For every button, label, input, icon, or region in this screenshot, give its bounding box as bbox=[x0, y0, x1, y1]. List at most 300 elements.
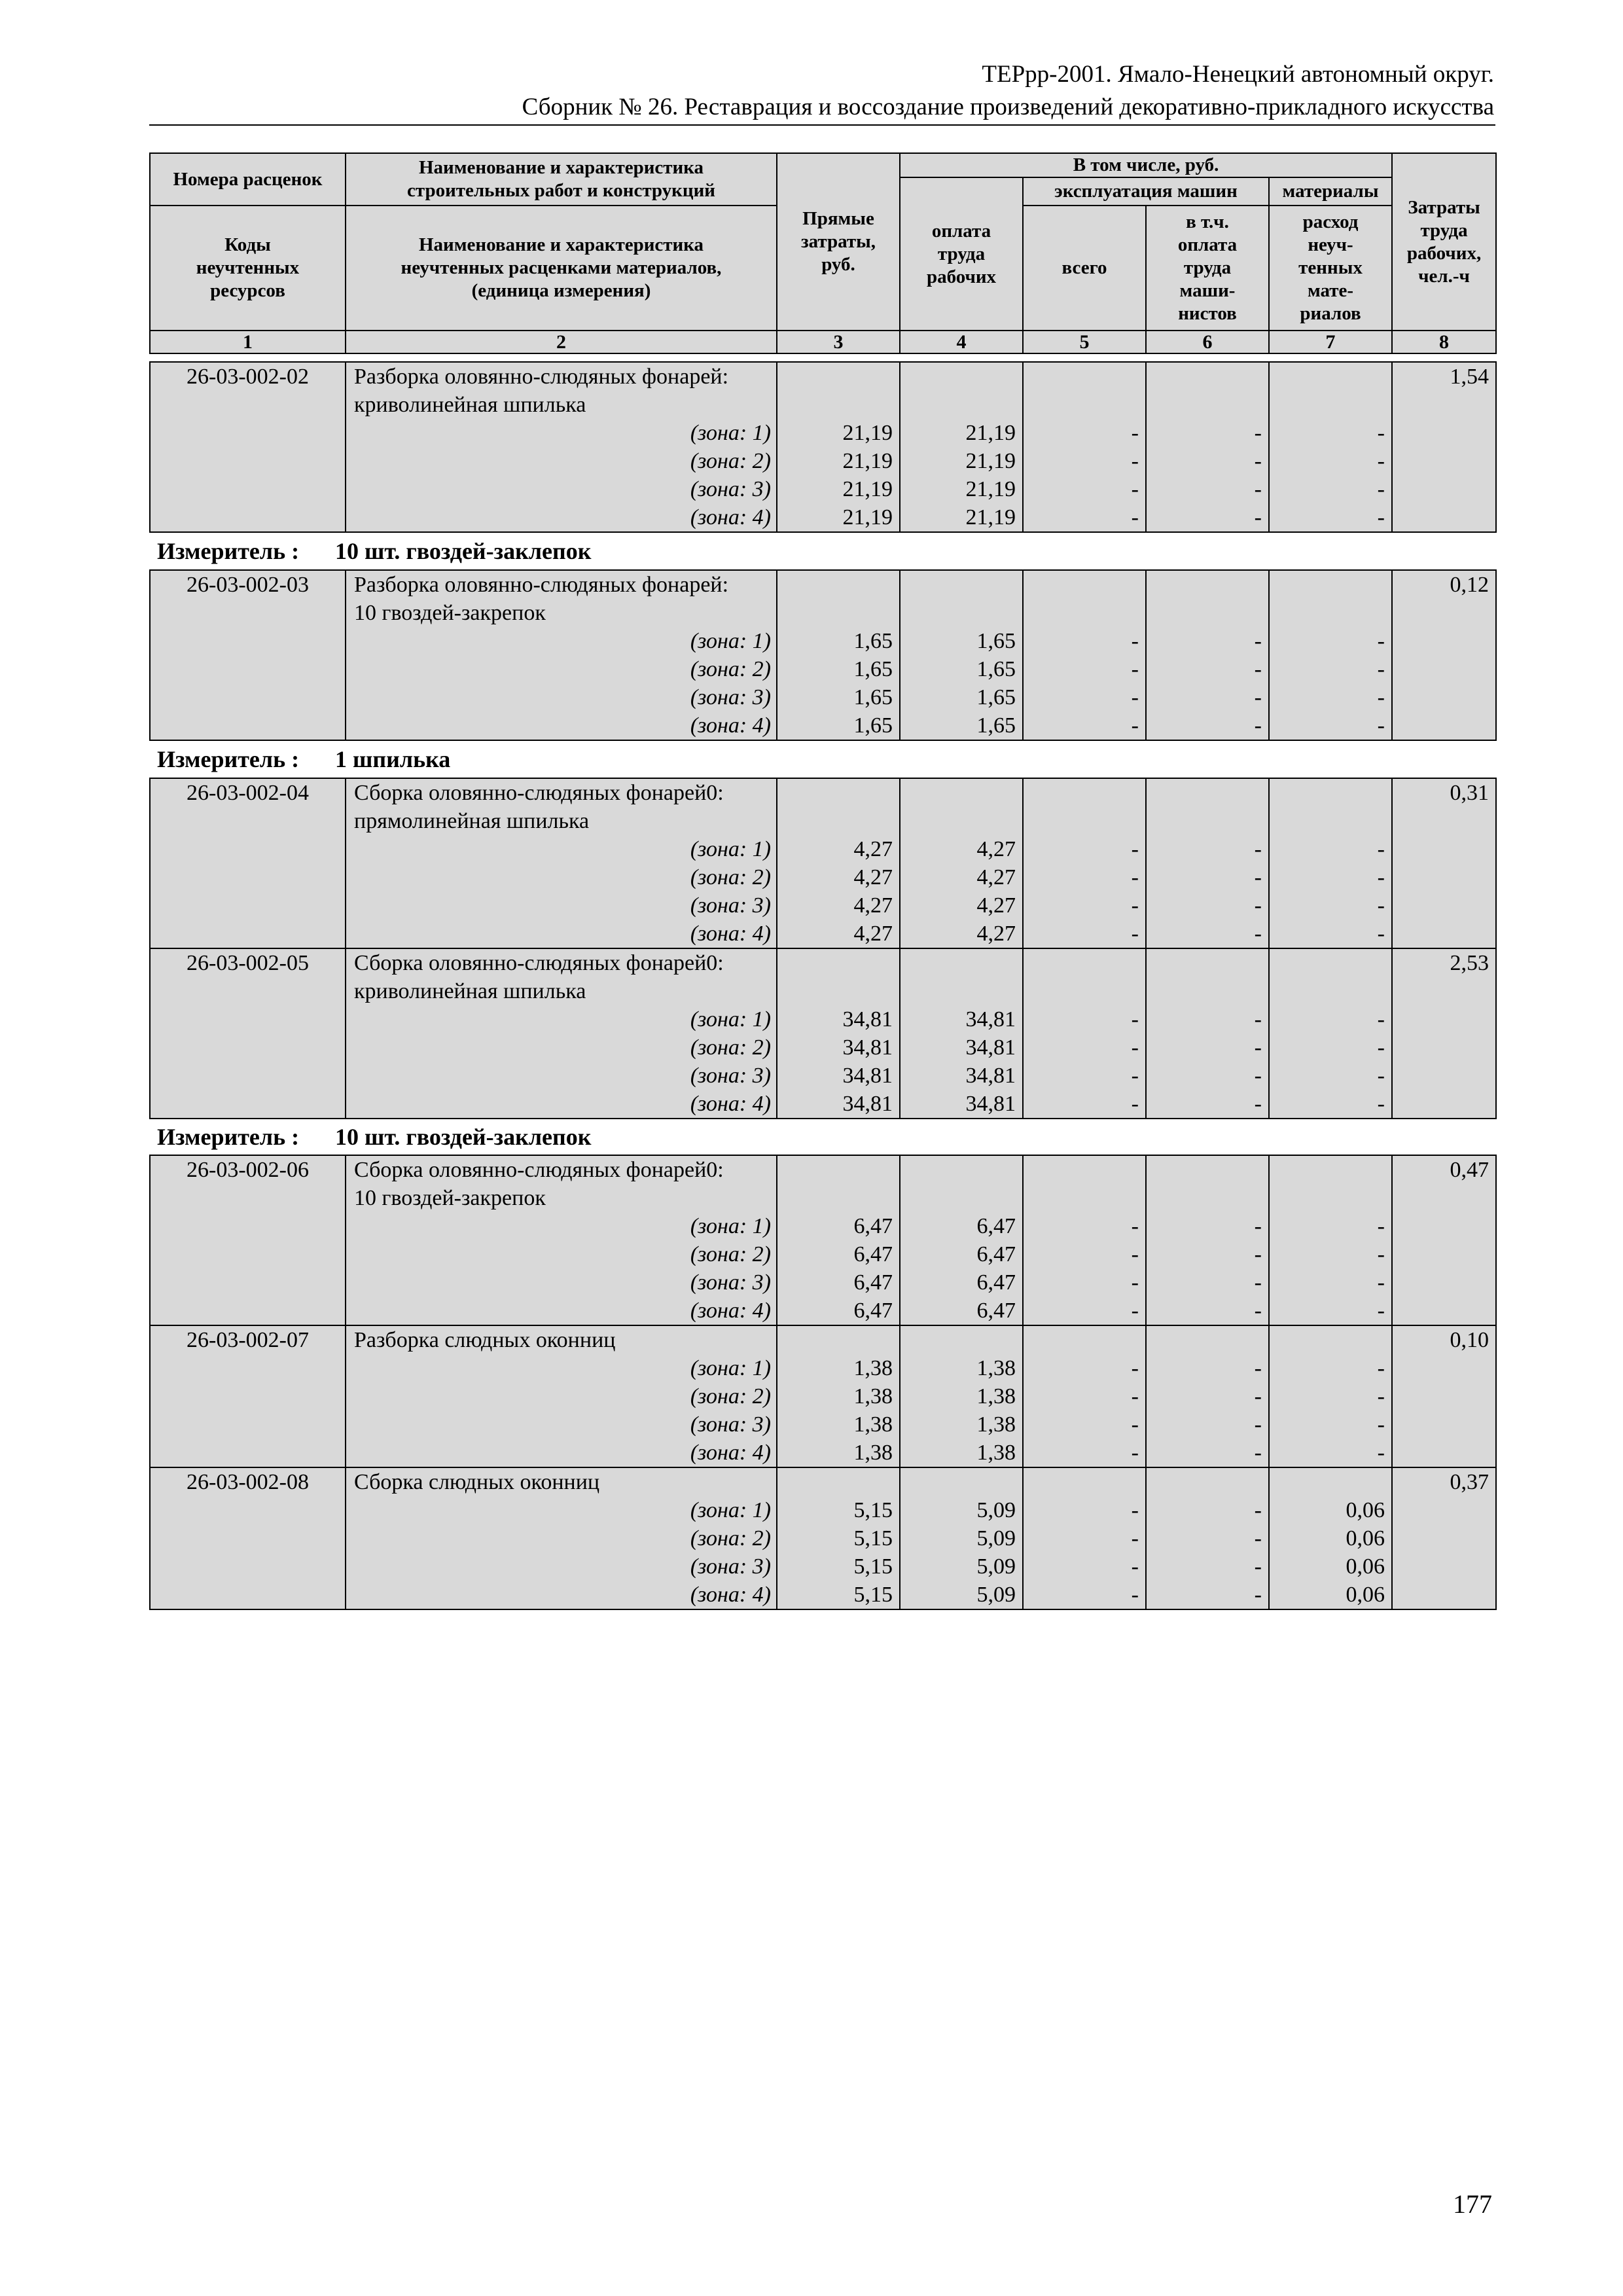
value-cell bbox=[1269, 1467, 1392, 1609]
value-cell bbox=[1269, 1325, 1392, 1467]
zone-value: 1,38 bbox=[853, 1441, 893, 1465]
blank-line bbox=[1024, 807, 1139, 835]
zone-value: - bbox=[1131, 629, 1139, 653]
rate-table-block bbox=[149, 569, 1497, 741]
zone-value: - bbox=[1254, 477, 1262, 501]
blank-line bbox=[1270, 571, 1385, 599]
rate-row bbox=[150, 1155, 1496, 1325]
description-line: Сборка оловянно-слюдяных фонарей0: bbox=[354, 781, 724, 805]
value-cell bbox=[1023, 1467, 1146, 1609]
value-cell bbox=[1146, 1155, 1269, 1325]
zone-value: - bbox=[1254, 685, 1262, 709]
blank-line bbox=[1024, 949, 1139, 977]
zone-value: - bbox=[1254, 1412, 1262, 1437]
zone-label: (зона: 2) bbox=[690, 1242, 771, 1266]
rate-code: 26-03-002-04 bbox=[150, 778, 346, 948]
zone-value: - bbox=[1131, 1384, 1139, 1408]
rate-row bbox=[150, 778, 1496, 948]
column-number: 8 bbox=[1392, 331, 1496, 353]
blank-line bbox=[901, 571, 1016, 599]
zone-value: - bbox=[1377, 421, 1385, 445]
rate-code: 26-03-002-05 bbox=[150, 948, 346, 1119]
zone-value: 21,19 bbox=[965, 477, 1016, 501]
blank-line bbox=[777, 571, 893, 599]
zone-value: - bbox=[1254, 1214, 1262, 1238]
blank-line bbox=[1270, 977, 1385, 1005]
blank-line bbox=[1024, 1326, 1139, 1354]
blank-line bbox=[777, 1326, 893, 1354]
value-cell bbox=[900, 1325, 1023, 1467]
zone-value: - bbox=[1254, 1583, 1262, 1607]
zone-value: - bbox=[1131, 713, 1139, 738]
measure-line: Измеритель : 10 шт. гвоздей-заклепок bbox=[157, 1124, 592, 1150]
zone-value: - bbox=[1131, 449, 1139, 473]
zone-label: (зона: 3) bbox=[690, 685, 771, 709]
zone-label: (зона: 1) bbox=[690, 1356, 771, 1380]
description-line: Разборка оловянно-слюдяных фонарей: bbox=[354, 365, 729, 389]
zone-value: 34,81 bbox=[842, 1007, 893, 1031]
zone-value: 1,65 bbox=[976, 657, 1016, 681]
zone-value: - bbox=[1131, 421, 1139, 445]
zone-value: 6,47 bbox=[853, 1299, 893, 1323]
zone-value: - bbox=[1131, 1214, 1139, 1238]
zone-value: - bbox=[1254, 449, 1262, 473]
blank-line bbox=[777, 363, 893, 391]
zone-value: 1,38 bbox=[853, 1412, 893, 1437]
zone-value: 1,38 bbox=[853, 1384, 893, 1408]
description-line: криволинейная шпилька bbox=[354, 393, 586, 417]
blank-line bbox=[1147, 779, 1262, 807]
zone-label: (зона: 3) bbox=[690, 1554, 771, 1579]
zone-label: (зона: 1) bbox=[690, 421, 771, 445]
description-line: Сборка слюдных оконниц bbox=[354, 1470, 600, 1494]
zone-value: - bbox=[1131, 1270, 1139, 1295]
blank-line bbox=[1270, 391, 1385, 419]
zone-value: - bbox=[1254, 922, 1262, 946]
value-cell bbox=[1023, 570, 1146, 740]
value-cell bbox=[1023, 778, 1146, 948]
rate-code: 26-03-002-07 bbox=[150, 1325, 346, 1467]
zone-value: - bbox=[1377, 865, 1385, 889]
rate-table-block bbox=[149, 1155, 1497, 1610]
zone-value: - bbox=[1254, 1242, 1262, 1266]
value-cell bbox=[777, 1325, 900, 1467]
rate-row bbox=[150, 948, 1496, 1119]
blank-line bbox=[777, 807, 893, 835]
header-materials: материалы bbox=[1269, 177, 1392, 206]
rate-row bbox=[150, 570, 1496, 740]
blank-line bbox=[901, 391, 1016, 419]
zone-value: - bbox=[1131, 657, 1139, 681]
zone-value: - bbox=[1254, 1299, 1262, 1323]
value-cell bbox=[777, 362, 900, 532]
zone-value: 21,19 bbox=[965, 421, 1016, 445]
zone-value: 1,38 bbox=[976, 1356, 1016, 1380]
blank-line bbox=[1147, 363, 1262, 391]
header-labor-costs: Затраты труда рабочих, чел.-ч bbox=[1392, 153, 1496, 331]
value-cell bbox=[900, 1467, 1023, 1609]
zone-value: 1,65 bbox=[976, 629, 1016, 653]
zone-value: 1,38 bbox=[976, 1384, 1016, 1408]
zone-value: 34,81 bbox=[842, 1064, 893, 1088]
zone-value: - bbox=[1377, 1441, 1385, 1465]
zone-value: - bbox=[1377, 1299, 1385, 1323]
zone-value: - bbox=[1377, 505, 1385, 529]
zone-value: 0,06 bbox=[1346, 1498, 1385, 1522]
zone-value: - bbox=[1131, 685, 1139, 709]
zone-value: 1,38 bbox=[853, 1356, 893, 1380]
zone-value: - bbox=[1377, 685, 1385, 709]
description-line: 10 гвоздей-закрепок bbox=[354, 601, 546, 625]
value-cell bbox=[1269, 1155, 1392, 1325]
blank-line bbox=[1024, 1184, 1139, 1212]
blank-line bbox=[777, 599, 893, 627]
zone-value: 6,47 bbox=[976, 1214, 1016, 1238]
zone-label: (зона: 2) bbox=[690, 657, 771, 681]
value-cell bbox=[777, 948, 900, 1119]
rate-code: 26-03-002-06 bbox=[150, 1155, 346, 1325]
zone-value: - bbox=[1131, 1242, 1139, 1266]
blank-line bbox=[1270, 1326, 1385, 1354]
zone-value: 1,65 bbox=[853, 629, 893, 653]
column-number: 1 bbox=[150, 331, 346, 353]
zone-value: - bbox=[1254, 421, 1262, 445]
blank-line bbox=[1147, 1326, 1262, 1354]
blank-line bbox=[1147, 1184, 1262, 1212]
labor-cost: 0,37 bbox=[1392, 1467, 1496, 1609]
zone-value: - bbox=[1131, 1554, 1139, 1579]
zone-value: - bbox=[1377, 449, 1385, 473]
zone-value: - bbox=[1131, 1064, 1139, 1088]
value-cell bbox=[1023, 362, 1146, 532]
header-resource-codes: Коды неучтенных ресурсов bbox=[150, 206, 346, 331]
zone-value: 21,19 bbox=[842, 505, 893, 529]
zone-value: - bbox=[1377, 477, 1385, 501]
zone-label: (зона: 2) bbox=[690, 1384, 771, 1408]
value-cell bbox=[900, 948, 1023, 1119]
zone-value: - bbox=[1131, 1007, 1139, 1031]
rate-description bbox=[346, 1467, 777, 1609]
zone-value: - bbox=[1377, 1214, 1385, 1238]
value-cell bbox=[1023, 1325, 1146, 1467]
zone-value: 1,65 bbox=[853, 685, 893, 709]
blank-line bbox=[1270, 807, 1385, 835]
rate-code: 26-03-002-08 bbox=[150, 1467, 346, 1609]
value-cell bbox=[900, 362, 1023, 532]
header-machines-total: всего bbox=[1023, 206, 1146, 331]
blank-line bbox=[1270, 949, 1385, 977]
zone-label: (зона: 3) bbox=[690, 1412, 771, 1437]
header-including-group: В том числе, руб. bbox=[900, 153, 1392, 177]
blank-line bbox=[1147, 1468, 1262, 1496]
blank-line bbox=[901, 949, 1016, 977]
zone-value: 6,47 bbox=[976, 1299, 1016, 1323]
value-cell bbox=[1146, 362, 1269, 532]
table-header bbox=[149, 152, 1497, 354]
zone-value: - bbox=[1254, 1441, 1262, 1465]
zone-value: 1,65 bbox=[853, 713, 893, 738]
blank-line bbox=[901, 977, 1016, 1005]
value-cell bbox=[777, 1467, 900, 1609]
header-unaccounted-materials: расход неуч- тенных мате- риалов bbox=[1269, 206, 1392, 331]
zone-value: - bbox=[1131, 477, 1139, 501]
labor-cost: 1,54 bbox=[1392, 362, 1496, 532]
description-line: 10 гвоздей-закрепок bbox=[354, 1186, 546, 1210]
header-material-name: Наименование и характеристика неучтенных расценками материалов, (единица измерения) bbox=[346, 206, 777, 331]
blank-line bbox=[1024, 1468, 1139, 1496]
blank-line bbox=[1147, 571, 1262, 599]
zone-value: - bbox=[1377, 1412, 1385, 1437]
zone-value: 34,81 bbox=[965, 1035, 1016, 1060]
zone-value: 5,15 bbox=[853, 1583, 893, 1607]
value-cell bbox=[900, 778, 1023, 948]
value-cell bbox=[1269, 362, 1392, 532]
zone-value: - bbox=[1131, 1412, 1139, 1437]
zone-value: - bbox=[1254, 1526, 1262, 1551]
zone-value: 34,81 bbox=[965, 1007, 1016, 1031]
measure-line: Измеритель : 10 шт. гвоздей-заклепок bbox=[157, 538, 592, 564]
zone-value: - bbox=[1254, 1035, 1262, 1060]
zone-value: - bbox=[1254, 713, 1262, 738]
blank-line bbox=[777, 949, 893, 977]
rate-description bbox=[346, 1155, 777, 1325]
zone-value: - bbox=[1254, 1384, 1262, 1408]
zone-value: 4,27 bbox=[853, 893, 893, 918]
zone-value: 5,09 bbox=[976, 1583, 1016, 1607]
zone-value: - bbox=[1131, 1498, 1139, 1522]
zone-value: - bbox=[1254, 657, 1262, 681]
rate-row bbox=[150, 1467, 1496, 1609]
blank-line bbox=[1147, 977, 1262, 1005]
zone-value: - bbox=[1254, 1554, 1262, 1579]
zone-label: (зона: 4) bbox=[690, 713, 771, 738]
zone-value: 21,19 bbox=[842, 477, 893, 501]
zone-value: - bbox=[1131, 893, 1139, 918]
value-cell bbox=[1146, 778, 1269, 948]
zone-value: 34,81 bbox=[842, 1035, 893, 1060]
blank-line bbox=[901, 363, 1016, 391]
zone-value: - bbox=[1131, 1356, 1139, 1380]
description-line: Сборка оловянно-слюдяных фонарей0: bbox=[354, 1158, 724, 1182]
blank-line bbox=[901, 1184, 1016, 1212]
zone-value: - bbox=[1377, 922, 1385, 946]
blank-line bbox=[901, 1156, 1016, 1184]
zone-label: (зона: 3) bbox=[690, 1064, 771, 1088]
column-number: 2 bbox=[346, 331, 777, 353]
zone-value: 4,27 bbox=[853, 865, 893, 889]
document-title: ТЕРрр-2001. Ямало-Ненецкий автономный округ. bbox=[982, 61, 1494, 88]
rate-code: 26-03-002-02 bbox=[150, 362, 346, 532]
header-rule bbox=[149, 124, 1495, 126]
zone-value: 1,38 bbox=[976, 1412, 1016, 1437]
labor-cost: 0,47 bbox=[1392, 1155, 1496, 1325]
header-machine-operation: эксплуатация машин bbox=[1023, 177, 1269, 206]
blank-line bbox=[1270, 1184, 1385, 1212]
zone-value: - bbox=[1254, 1064, 1262, 1088]
zone-value: - bbox=[1254, 1498, 1262, 1522]
labor-cost: 0,10 bbox=[1392, 1325, 1496, 1467]
zone-label: (зона: 4) bbox=[690, 1299, 771, 1323]
zone-value: 4,27 bbox=[976, 865, 1016, 889]
zone-value: - bbox=[1377, 1270, 1385, 1295]
zone-label: (зона: 3) bbox=[690, 893, 771, 918]
zone-value: - bbox=[1377, 657, 1385, 681]
zone-value: - bbox=[1254, 629, 1262, 653]
zone-value: - bbox=[1377, 1092, 1385, 1116]
blank-line bbox=[777, 1156, 893, 1184]
blank-line bbox=[901, 779, 1016, 807]
zone-value: 21,19 bbox=[842, 449, 893, 473]
blank-line bbox=[1024, 1156, 1139, 1184]
value-cell bbox=[1146, 1325, 1269, 1467]
rate-table-block bbox=[149, 361, 1497, 533]
zone-value: 34,81 bbox=[842, 1092, 893, 1116]
blank-line bbox=[901, 1468, 1016, 1496]
blank-line bbox=[1024, 571, 1139, 599]
labor-cost: 0,12 bbox=[1392, 570, 1496, 740]
zone-value: 5,15 bbox=[853, 1554, 893, 1579]
zone-label: (зона: 1) bbox=[690, 1007, 771, 1031]
zone-value: - bbox=[1254, 1356, 1262, 1380]
zone-label: (зона: 3) bbox=[690, 477, 771, 501]
rate-description bbox=[346, 778, 777, 948]
zone-value: - bbox=[1131, 837, 1139, 861]
header-worker-wages: оплата труда рабочих bbox=[900, 177, 1023, 331]
blank-line bbox=[1147, 949, 1262, 977]
zone-value: 5,09 bbox=[976, 1498, 1016, 1522]
zone-value: - bbox=[1377, 1007, 1385, 1031]
zone-label: (зона: 1) bbox=[690, 1498, 771, 1522]
collection-title: Сборник № 26. Реставрация и воссоздание произведений декоративно-прикладного искусства bbox=[522, 94, 1494, 120]
value-cell bbox=[1269, 948, 1392, 1119]
zone-value: 4,27 bbox=[976, 922, 1016, 946]
zone-label: (зона: 2) bbox=[690, 1526, 771, 1551]
zone-value: 6,47 bbox=[976, 1242, 1016, 1266]
zone-value: 21,19 bbox=[842, 421, 893, 445]
blank-line bbox=[901, 599, 1016, 627]
zone-value: - bbox=[1377, 629, 1385, 653]
blank-line bbox=[901, 1326, 1016, 1354]
description-line: Разборка оловянно-слюдяных фонарей: bbox=[354, 573, 729, 597]
zone-label: (зона: 4) bbox=[690, 505, 771, 529]
rate-code: 26-03-002-03 bbox=[150, 570, 346, 740]
zone-label: (зона: 1) bbox=[690, 837, 771, 861]
zone-value: - bbox=[1377, 1242, 1385, 1266]
zone-value: - bbox=[1254, 837, 1262, 861]
zone-value: - bbox=[1254, 505, 1262, 529]
zone-value: - bbox=[1131, 1299, 1139, 1323]
rate-description bbox=[346, 362, 777, 532]
zone-value: - bbox=[1254, 1007, 1262, 1031]
zone-value: - bbox=[1131, 1092, 1139, 1116]
blank-line bbox=[1024, 977, 1139, 1005]
zone-value: 6,47 bbox=[853, 1270, 893, 1295]
zone-value: - bbox=[1131, 865, 1139, 889]
rate-description bbox=[346, 1325, 777, 1467]
zone-value: 4,27 bbox=[853, 922, 893, 946]
zone-value: 5,09 bbox=[976, 1554, 1016, 1579]
value-cell bbox=[777, 1155, 900, 1325]
zone-label: (зона: 4) bbox=[690, 922, 771, 946]
blank-line bbox=[1147, 599, 1262, 627]
zone-value: - bbox=[1377, 1035, 1385, 1060]
zone-value: 5,09 bbox=[976, 1526, 1016, 1551]
blank-line bbox=[777, 1184, 893, 1212]
zone-label: (зона: 2) bbox=[690, 1035, 771, 1060]
description-line: Сборка оловянно-слюдяных фонарей0: bbox=[354, 951, 724, 975]
blank-line bbox=[777, 391, 893, 419]
blank-line bbox=[1147, 807, 1262, 835]
zone-value: 34,81 bbox=[965, 1064, 1016, 1088]
zone-value: 0,06 bbox=[1346, 1526, 1385, 1551]
column-number: 7 bbox=[1269, 331, 1392, 353]
zone-value: 1,65 bbox=[976, 685, 1016, 709]
value-cell bbox=[1146, 1467, 1269, 1609]
value-cell bbox=[1146, 570, 1269, 740]
column-number: 3 bbox=[777, 331, 900, 353]
blank-line bbox=[901, 807, 1016, 835]
value-cell bbox=[1023, 1155, 1146, 1325]
zone-value: 6,47 bbox=[976, 1270, 1016, 1295]
blank-line bbox=[1270, 1156, 1385, 1184]
zone-value: 4,27 bbox=[853, 837, 893, 861]
column-number: 5 bbox=[1023, 331, 1146, 353]
measure-line: Измеритель : 1 шпилька bbox=[157, 746, 451, 772]
column-number: 4 bbox=[900, 331, 1023, 353]
blank-line bbox=[1147, 1156, 1262, 1184]
zone-value: 21,19 bbox=[965, 505, 1016, 529]
zone-value: - bbox=[1254, 1092, 1262, 1116]
description-line: прямолинейная шпилька bbox=[354, 809, 590, 833]
zone-value: - bbox=[1377, 1384, 1385, 1408]
zone-label: (зона: 4) bbox=[690, 1092, 771, 1116]
blank-line bbox=[1024, 363, 1139, 391]
zone-value: 6,47 bbox=[853, 1214, 893, 1238]
zone-value: - bbox=[1131, 1035, 1139, 1060]
zone-value: - bbox=[1254, 1270, 1262, 1295]
zone-label: (зона: 4) bbox=[690, 1583, 771, 1607]
value-cell bbox=[777, 778, 900, 948]
zone-value: - bbox=[1254, 893, 1262, 918]
value-cell bbox=[777, 570, 900, 740]
blank-line bbox=[777, 779, 893, 807]
blank-line bbox=[777, 977, 893, 1005]
blank-line bbox=[777, 1468, 893, 1496]
zone-value: - bbox=[1377, 893, 1385, 918]
blank-line bbox=[1024, 599, 1139, 627]
labor-cost: 0,31 bbox=[1392, 778, 1496, 948]
value-cell bbox=[1023, 948, 1146, 1119]
zone-value: 34,81 bbox=[965, 1092, 1016, 1116]
value-cell bbox=[900, 570, 1023, 740]
zone-value: 0,06 bbox=[1346, 1554, 1385, 1579]
header-work-name: Наименование и характеристика строительных работ и конструкций bbox=[346, 153, 777, 206]
labor-cost: 2,53 bbox=[1392, 948, 1496, 1119]
zone-value: 4,27 bbox=[976, 837, 1016, 861]
blank-line bbox=[1270, 1468, 1385, 1496]
value-cell bbox=[1146, 948, 1269, 1119]
description-line: криволинейная шпилька bbox=[354, 979, 586, 1003]
description-line: Разборка слюдных оконниц bbox=[354, 1328, 616, 1352]
header-rate-numbers: Номера расценок bbox=[150, 153, 346, 206]
zone-value: 5,15 bbox=[853, 1498, 893, 1522]
zone-label: (зона: 3) bbox=[690, 1270, 771, 1295]
rate-row bbox=[150, 362, 1496, 532]
value-cell bbox=[900, 1155, 1023, 1325]
zone-value: 1,65 bbox=[976, 713, 1016, 738]
zone-value: 21,19 bbox=[965, 449, 1016, 473]
zone-value: - bbox=[1131, 922, 1139, 946]
